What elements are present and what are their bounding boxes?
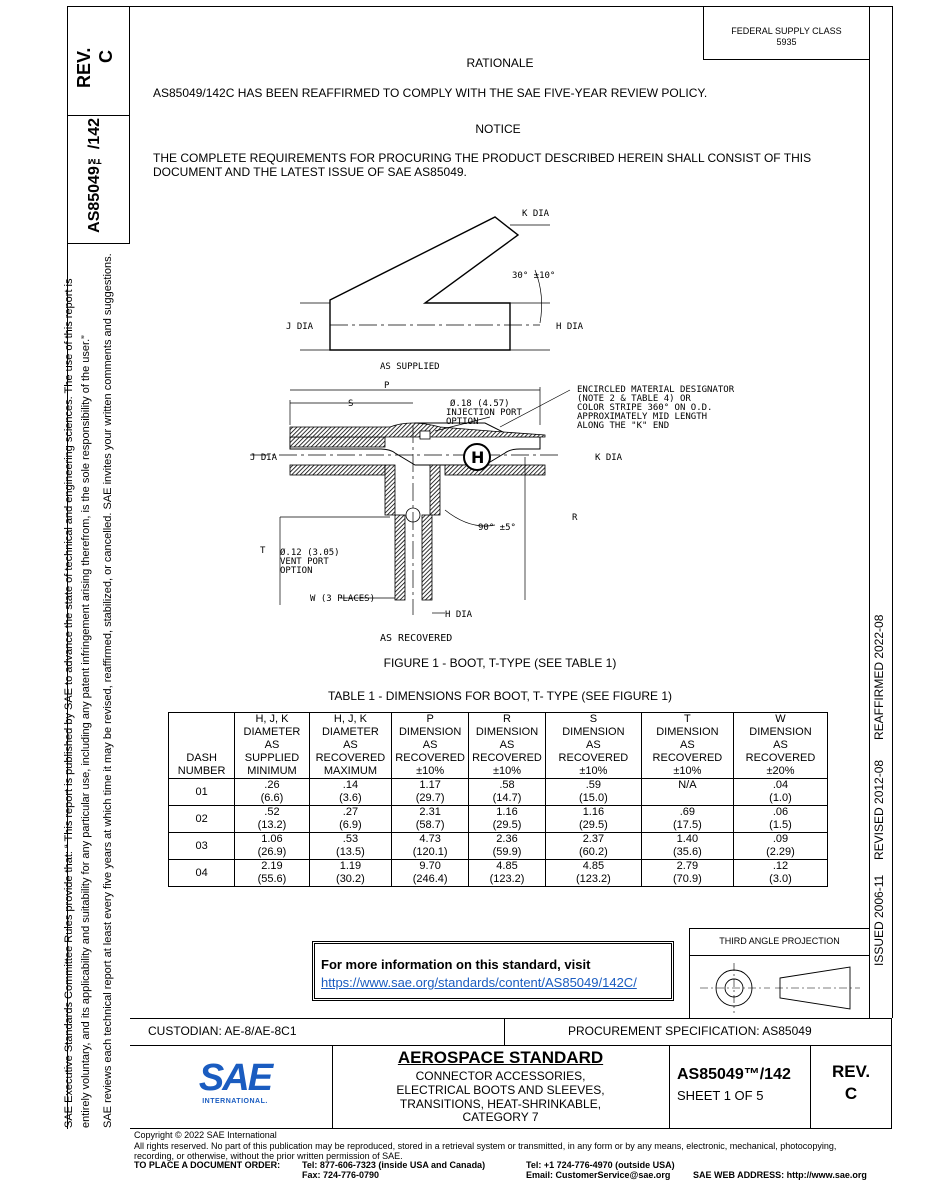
info-link[interactable]: https://www.sae.org/standards/content/AS85049/142C/ bbox=[321, 975, 637, 990]
table-cell: 4.85 (123.2) bbox=[545, 860, 641, 887]
dash-cell: 01 bbox=[169, 779, 235, 806]
supplied-outline bbox=[330, 217, 518, 350]
as-recovered-label: AS RECOVERED bbox=[380, 633, 453, 644]
table-row bbox=[169, 779, 828, 806]
as-supplied-label: AS SUPPLIED bbox=[380, 362, 440, 372]
table-cell: .52 (13.2) bbox=[235, 806, 309, 833]
table-cell: 2.79 (70.9) bbox=[641, 860, 733, 887]
table-row bbox=[169, 806, 828, 833]
copyright-text: Copyright © 2022 SAE International bbox=[134, 1130, 277, 1140]
table-title: TABLE 1 - DIMENSIONS FOR BOOT, T- TYPE (SEE FIGURE 1) bbox=[327, 689, 673, 703]
h-dia-label-top: H DIA bbox=[556, 322, 584, 332]
dash-cell: 04 bbox=[169, 860, 235, 887]
dimensions-table bbox=[168, 712, 828, 887]
desc-line-3: TRANSITIONS, HEAT-SHRINKABLE, bbox=[399, 1097, 602, 1111]
custodian-text: CUSTODIAN: AE-8/AE-8C1 bbox=[148, 1024, 297, 1038]
dash-cell: 02 bbox=[169, 806, 235, 833]
dash-cell: 03 bbox=[169, 833, 235, 860]
title-rev-letter: C bbox=[844, 1084, 858, 1103]
rationale-title: RATIONALE bbox=[466, 56, 534, 70]
procurement-text: PROCUREMENT SPECIFICATION: AS85049 bbox=[568, 1024, 812, 1038]
material-designator-h: H bbox=[471, 448, 485, 467]
p-label: P bbox=[384, 381, 390, 391]
table-cell: .12 (3.0) bbox=[733, 860, 827, 887]
j-dia-label-bottom: J DIA bbox=[250, 453, 278, 463]
table-cell: N/A bbox=[641, 779, 733, 806]
table-cell: 1.40 (35.6) bbox=[641, 833, 733, 860]
custodian-divider bbox=[504, 1018, 505, 1046]
table-cell: 2.36 (59.9) bbox=[469, 833, 546, 860]
reaffirmed-date: REAFFIRMED 2022-08 bbox=[872, 614, 886, 740]
table-cell: .09 (2.29) bbox=[733, 833, 827, 860]
table-header-dash: DASH NUMBER bbox=[169, 713, 235, 779]
s-label: S bbox=[348, 399, 354, 409]
vent-line-3: OPTION bbox=[280, 566, 313, 576]
legal-line-2: entirely voluntary, and its applicability and suitability for any particular use, including any patent infringement arising therefrom, is the sole responsibility of the user.” bbox=[80, 335, 92, 1128]
table-cell: 2.19 (55.6) bbox=[235, 860, 309, 887]
table-header: H, J, K DIAMETER AS RECOVERED MAXIMUM bbox=[309, 713, 392, 779]
rights-line-1: All rights reserved. No part of this publication may be reproduced, stored in a retrieval system or transmitted, in any form or by any means, electronic, mechanical, photocopying, bbox=[134, 1141, 837, 1151]
r-label: R bbox=[572, 513, 578, 523]
table-row bbox=[169, 860, 828, 887]
injection-line-1: Ø.18 (4.57) bbox=[450, 399, 510, 409]
h-dia-label-bottom: H DIA bbox=[445, 610, 473, 620]
order-label: TO PLACE A DOCUMENT ORDER: bbox=[134, 1160, 281, 1170]
table-cell: .04 (1.0) bbox=[733, 779, 827, 806]
projection-symbol-icon bbox=[700, 958, 865, 1016]
table-cell: .59 (15.0) bbox=[545, 779, 641, 806]
vent-line-2: VENT PORT bbox=[280, 557, 329, 567]
boot-drawing bbox=[240, 195, 770, 655]
table-header: W DIMENSION AS RECOVERED ±20% bbox=[733, 713, 827, 779]
title-divider-2 bbox=[669, 1045, 670, 1129]
tel-intl: Tel: +1 724-776-4970 (outside USA) bbox=[526, 1160, 675, 1170]
right-rule-outer bbox=[892, 6, 893, 1018]
legal-line-3: SAE reviews each technical report at least every five years at which time it may be revised, reaffirmed, stabilized, or cancelled. SAE invites your written comments and suggestions. bbox=[102, 253, 114, 1128]
as-supplied-view bbox=[300, 217, 550, 350]
table-header-row bbox=[169, 713, 828, 779]
notice-line-2: DOCUMENT AND THE LATEST ISSUE OF SAE AS85049. bbox=[153, 165, 467, 179]
title-rev-label: REV. bbox=[831, 1062, 871, 1081]
table-cell: 2.37 (60.2) bbox=[545, 833, 641, 860]
projection-label: THIRD ANGLE PROJECTION bbox=[719, 936, 840, 946]
email-address[interactable]: Email: CustomerService@sae.org bbox=[526, 1170, 671, 1180]
encircled-line-1: ENCIRCLED MATERIAL DESIGNATOR bbox=[577, 385, 735, 395]
table-cell: .14 (3.6) bbox=[309, 779, 392, 806]
table-cell: 9.70 (246.4) bbox=[392, 860, 469, 887]
title-doc-number: AS85049™/142 bbox=[677, 1066, 791, 1083]
table-cell: 1.16 (29.5) bbox=[469, 806, 546, 833]
table-cell: .58 (14.7) bbox=[469, 779, 546, 806]
as-recovered-view bbox=[250, 387, 570, 615]
encircled-line-5: ALONG THE "K" END bbox=[577, 421, 670, 431]
t-label: T bbox=[260, 546, 266, 556]
encircled-line-3: COLOR STRIPE 360° ON O.D. bbox=[577, 403, 713, 413]
sae-logo-mark: SAE bbox=[198, 1057, 272, 1099]
table-cell: .26 (6.6) bbox=[235, 779, 309, 806]
revised-date: REVISED 2012-08 bbox=[872, 759, 886, 860]
table-cell: 4.85 (123.2) bbox=[469, 860, 546, 887]
fsc-value: 5935 bbox=[776, 37, 797, 47]
vent-line-1: Ø.12 (3.05) bbox=[280, 548, 340, 558]
injection-line-2: INJECTION PORT bbox=[446, 408, 522, 418]
table-header: T DIMENSION AS RECOVERED ±10% bbox=[641, 713, 733, 779]
side-rev-letter: C bbox=[96, 50, 116, 63]
table-cell: .27 (6.9) bbox=[309, 806, 392, 833]
rationale-text: AS85049/142C HAS BEEN REAFFIRMED TO COMPLY WITH THE SAE FIVE-YEAR REVIEW POLICY. bbox=[153, 86, 708, 100]
encircled-line-4: APPROXIMATELY MID LENGTH bbox=[577, 412, 708, 422]
k-dia-label: K DIA bbox=[522, 209, 550, 219]
right-rule bbox=[869, 6, 870, 1018]
desc-line-1: CONNECTOR ACCESSORIES, bbox=[415, 1069, 586, 1083]
info-title: For more information on this standard, visit bbox=[321, 957, 591, 972]
table-cell: 4.73 (120.1) bbox=[392, 833, 469, 860]
fax-number: Fax: 724-776-0790 bbox=[302, 1170, 380, 1180]
sheet-number: SHEET 1 OF 5 bbox=[677, 1088, 764, 1103]
sae-logo bbox=[195, 1058, 275, 1105]
table-cell: 1.06 (26.9) bbox=[235, 833, 309, 860]
table-cell: 1.16 (29.5) bbox=[545, 806, 641, 833]
notice-line-1: THE COMPLETE REQUIREMENTS FOR PROCURING THE PRODUCT DESCRIBED HEREIN SHALL CONSIST OF THIS bbox=[153, 151, 812, 165]
table-header: S DIMENSION AS RECOVERED ±10% bbox=[545, 713, 641, 779]
fsc-label: FEDERAL SUPPLY CLASS bbox=[731, 26, 842, 36]
legal-line-1: SAE Executive Standards Committee Rules provide that: “ This report is published by SAE to advance the state of technical and engineering sciences. The use of this report is bbox=[63, 278, 75, 1128]
side-doc-number: AS85049™/142 bbox=[86, 118, 103, 233]
sae-logo-sub: INTERNATIONAL. bbox=[202, 1098, 268, 1105]
table-cell: 1.19 (30.2) bbox=[309, 860, 392, 887]
desc-line-4: CATEGORY 7 bbox=[462, 1110, 539, 1124]
table-cell: .53 (13.5) bbox=[309, 833, 392, 860]
table-cell: 2.31 (58.7) bbox=[392, 806, 469, 833]
figure-caption: FIGURE 1 - BOOT, T-TYPE (SEE TABLE 1) bbox=[383, 656, 617, 670]
angle30-label: 30° ±10° bbox=[512, 271, 556, 281]
table-header: H, J, K DIAMETER AS SUPPLIED MINIMUM bbox=[235, 713, 309, 779]
tel-us: Tel: 877-606-7323 (inside USA and Canada) bbox=[302, 1160, 486, 1170]
issued-date: ISSUED 2006-11 bbox=[872, 874, 886, 966]
rights-line-2: recording, or otherwise, without the prior written permission of SAE. bbox=[134, 1151, 403, 1161]
k-dia-label-bottom: K DIA bbox=[595, 453, 623, 463]
desc-line-2: ELECTRICAL BOOTS AND SLEEVES, bbox=[396, 1083, 605, 1097]
injection-line-3: OPTION bbox=[446, 417, 479, 427]
table-row bbox=[169, 833, 828, 860]
table-header: P DIMENSION AS RECOVERED ±10% bbox=[392, 713, 469, 779]
side-rev-label: REV. bbox=[74, 47, 94, 88]
notice-title: NOTICE bbox=[475, 122, 521, 136]
encircled-line-2: (NOTE 2 & TABLE 4) OR bbox=[577, 394, 691, 404]
j-dia-label-top: J DIA bbox=[286, 322, 314, 332]
standard-title: AEROSPACE STANDARD bbox=[397, 1048, 604, 1067]
angle90-label: 90° ±5° bbox=[478, 523, 516, 533]
table-cell: .69 (17.5) bbox=[641, 806, 733, 833]
web-address[interactable]: SAE WEB ADDRESS: http://www.sae.org bbox=[693, 1170, 867, 1180]
table-header: R DIMENSION AS RECOVERED ±10% bbox=[469, 713, 546, 779]
table-cell: 1.17 (29.7) bbox=[392, 779, 469, 806]
table-cell: .06 (1.5) bbox=[733, 806, 827, 833]
projection-divider bbox=[689, 955, 870, 956]
w-label: W (3 PLACES) bbox=[310, 594, 376, 604]
